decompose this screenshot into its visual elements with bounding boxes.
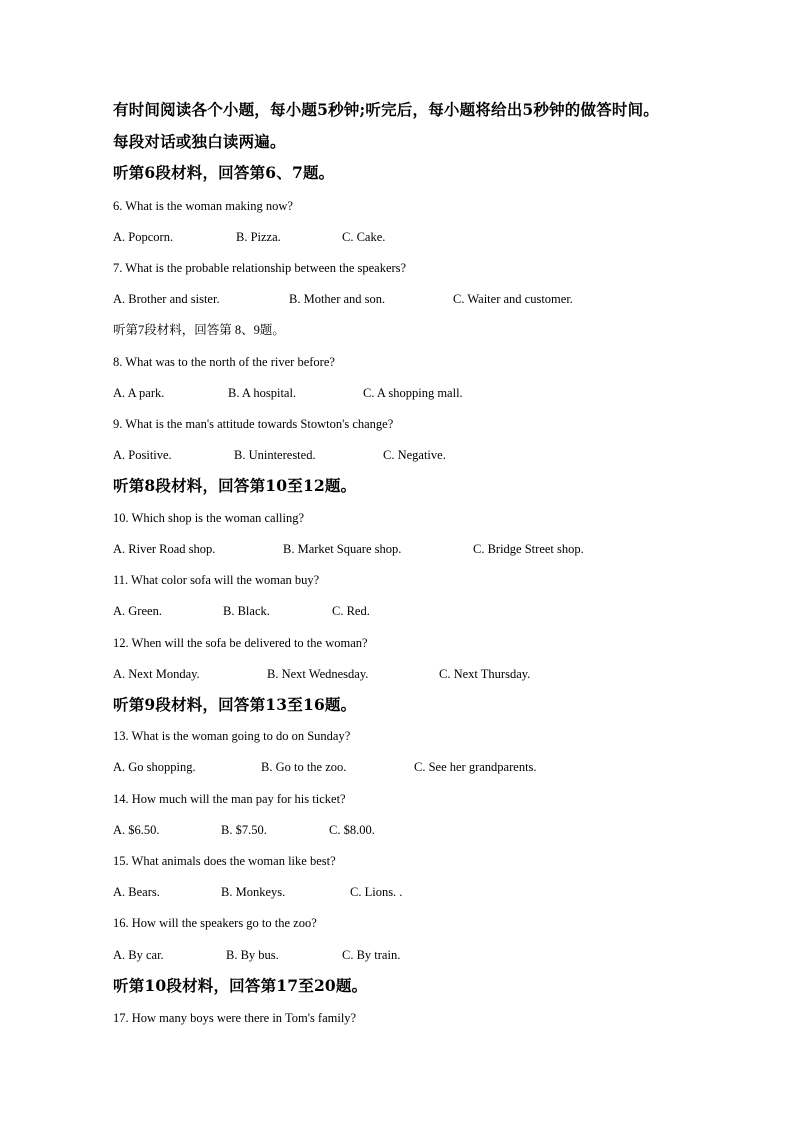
option-9a: A. Positive. xyxy=(113,448,172,462)
question-7: 7. What is the probable relationship between the speakers? xyxy=(113,261,407,275)
option-8c: C. A shopping mall. xyxy=(363,386,463,400)
section-heading-9: 听第9段材料，回答第13至16题。 xyxy=(113,695,357,714)
question-16: 16. How will the speakers go to the zoo? xyxy=(113,916,317,930)
option-8b: B. A hospital. xyxy=(228,386,297,400)
question-10: 10. Which shop is the woman calling? xyxy=(113,511,305,525)
option-7a: A. Brother and sister. xyxy=(113,292,220,306)
option-11b: B. Black. xyxy=(223,604,270,618)
question-9: 9. What is the man's attitude towards Stowton's change? xyxy=(113,417,394,431)
question-17: 17. How many boys were there in Tom's family? xyxy=(113,1011,357,1025)
option-8a: A. A park. xyxy=(113,386,165,400)
section-heading-7: 听第7段材料，回答第 8、9题。 xyxy=(113,323,285,337)
option-15a: A. Bears. xyxy=(113,885,160,899)
question-8: 8. What was to the north of the river before? xyxy=(113,355,335,369)
intro-line-1: 有时间阅读各个小题，每小题5秒钟;听完后，每小题将给出5秒钟的做答时间。 xyxy=(113,100,659,119)
option-6c: C. Cake. xyxy=(342,230,386,244)
option-7b: B. Mother and son. xyxy=(289,292,386,306)
option-6a: A. Popcorn. xyxy=(113,230,174,244)
section-heading-6: 听第6段材料，回答第6、7题。 xyxy=(113,163,335,182)
option-15c: C. Lions. . xyxy=(350,885,403,899)
option-11c: C. Red. xyxy=(332,604,370,618)
section-heading-10: 听第10段材料，回答第17至20题。 xyxy=(113,976,368,995)
option-10b: B. Market Square shop. xyxy=(283,542,402,556)
option-13a: A. Go shopping. xyxy=(113,760,196,774)
question-6: 6. What is the woman making now? xyxy=(113,199,293,213)
option-9b: B. Uninterested. xyxy=(234,448,316,462)
option-6b: B. Pizza. xyxy=(236,230,281,244)
option-16c: C. By train. xyxy=(342,948,401,962)
option-14b: B. $7.50. xyxy=(221,823,267,837)
option-10c: C. Bridge Street shop. xyxy=(473,542,584,556)
option-15b: B. Monkeys. xyxy=(221,885,286,899)
question-14: 14. How much will the man pay for his ticket? xyxy=(113,792,346,806)
question-15: 15. What animals does the woman like best? xyxy=(113,854,336,868)
option-13b: B. Go to the zoo. xyxy=(261,760,347,774)
option-9c: C. Negative. xyxy=(383,448,446,462)
option-14c: C. $8.00. xyxy=(329,823,375,837)
option-16b: B. By bus. xyxy=(226,948,279,962)
question-11: 11. What color sofa will the woman buy? xyxy=(113,573,320,587)
option-10a: A. River Road shop. xyxy=(113,542,216,556)
option-12a: A. Next Monday. xyxy=(113,667,200,681)
option-12b: B. Next Wednesday. xyxy=(267,667,369,681)
intro-line-2: 每段对话或独白读两遍。 xyxy=(113,132,286,151)
option-13c: C. See her grandparents. xyxy=(414,760,537,774)
option-14a: A. $6.50. xyxy=(113,823,160,837)
option-12c: C. Next Thursday. xyxy=(439,667,531,681)
question-13: 13. What is the woman going to do on Sunday? xyxy=(113,729,351,743)
option-11a: A. Green. xyxy=(113,604,162,618)
option-16a: A. By car. xyxy=(113,948,164,962)
option-7c: C. Waiter and customer. xyxy=(453,292,573,306)
section-heading-8: 听第8段材料，回答第10至12题。 xyxy=(113,476,357,495)
question-12: 12. When will the sofa be delivered to the woman? xyxy=(113,636,368,650)
